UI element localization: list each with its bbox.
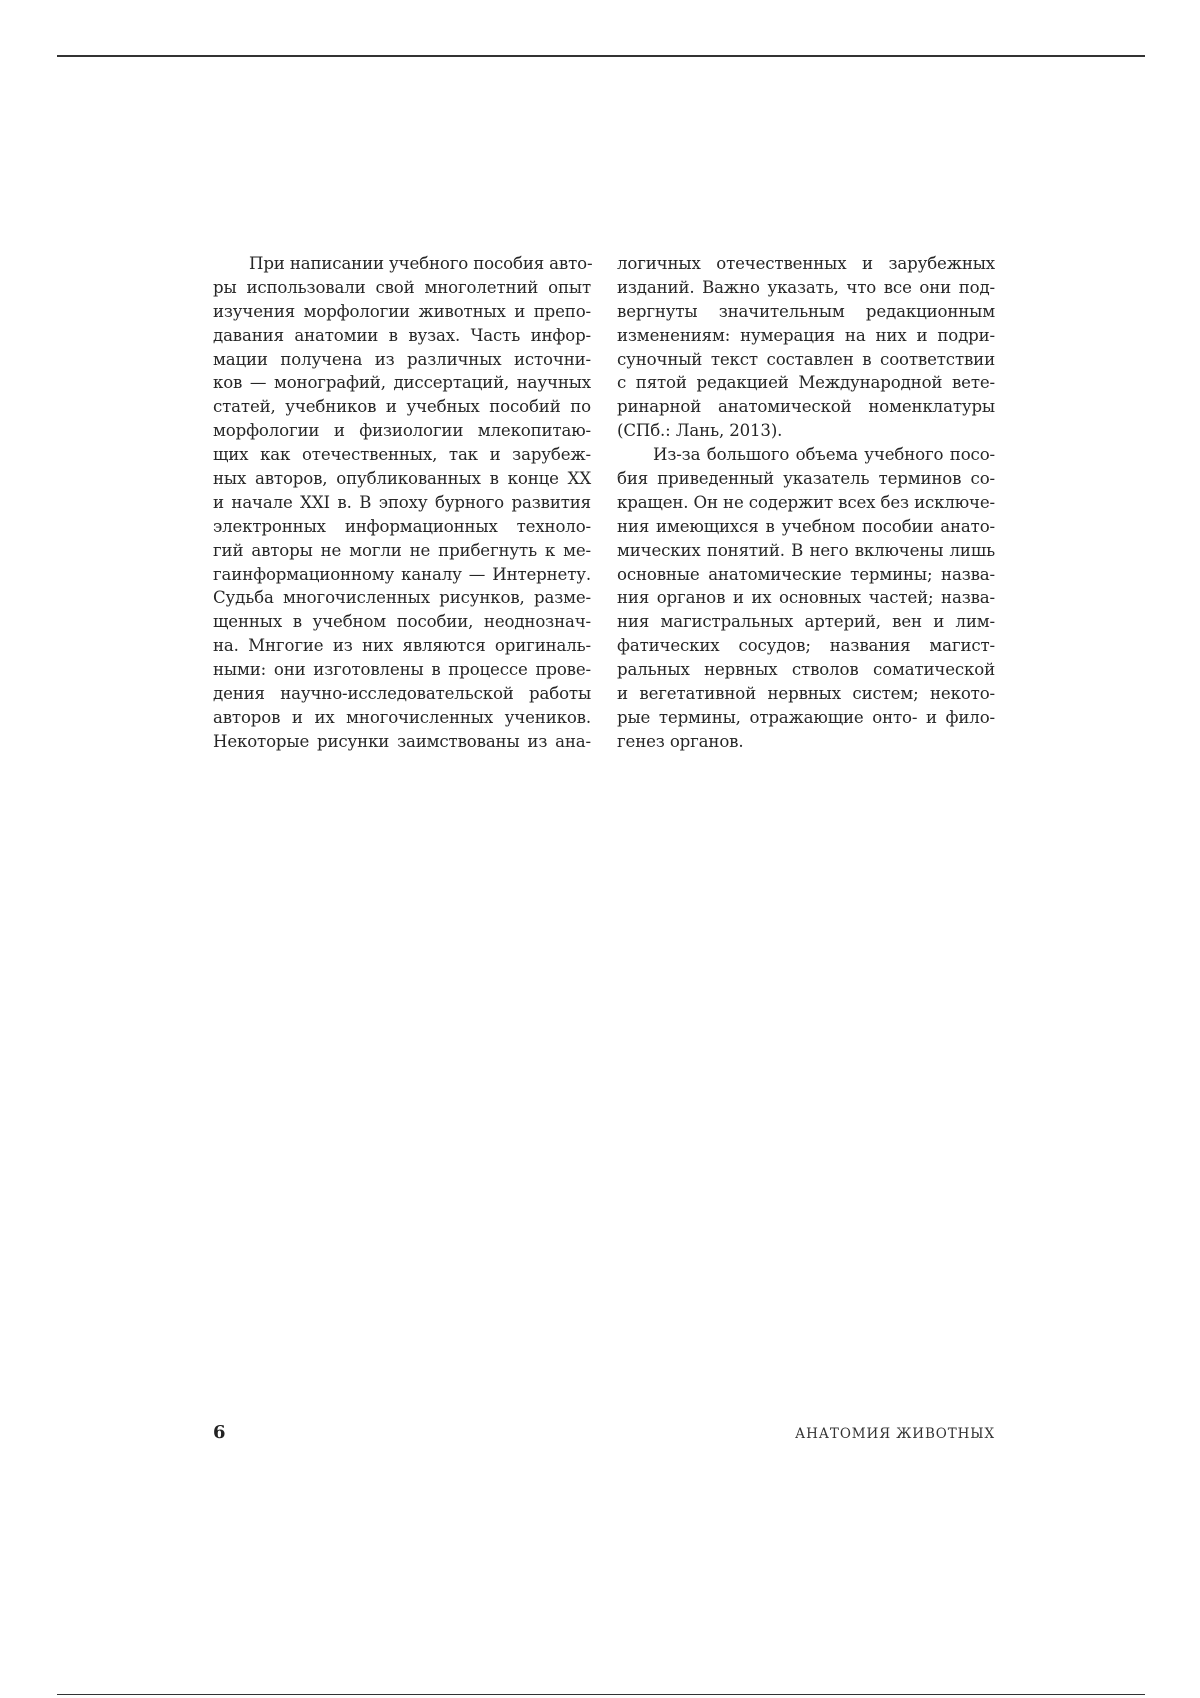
bottom-rule xyxy=(57,1694,1145,1695)
text-line: суночный текст составлен в соответствии xyxy=(617,349,995,369)
text-line: (СПб.: Лань, 2013). xyxy=(617,421,783,441)
text-line: ния имеющихся в учебном пособии анато- xyxy=(617,516,995,536)
text-line: Некоторые рисунки заимствованы из ана- xyxy=(213,731,591,751)
text-line: щих как отечественных, так и зарубеж- xyxy=(213,445,591,465)
text-line: При написании учебного пособия авто- xyxy=(249,254,593,273)
text-line: изучения морфологии животных и препо- xyxy=(213,301,591,321)
text-line: фатических сосудов; названия магист- xyxy=(617,636,995,656)
text-line: мических понятий. В него включены лишь xyxy=(617,540,995,560)
text-line: основные анатомические термины; назва- xyxy=(617,564,995,584)
text-line: щенных в учебном пособии, неоднознач- xyxy=(213,612,591,632)
text-line: с пятой редакцией Международной вете- xyxy=(617,373,995,393)
text-line: ных авторов, опубликованных в конце XX xyxy=(213,469,591,489)
text-line: давания анатомии в вузах. Часть инфор- xyxy=(213,325,591,345)
text-line: морфологии и физиологии млекопитаю- xyxy=(213,421,591,441)
page-footer xyxy=(213,1422,995,1452)
text-line: ральных нервных стволов соматической xyxy=(617,660,995,680)
text-line: и начале XXI в. В эпоху бурного развития xyxy=(213,492,591,512)
text-line: и вегетативной нервных систем; некото- xyxy=(617,684,995,704)
text-line: электронных информационных техноло- xyxy=(213,516,591,536)
text-line: вергнуты значительным редакционным xyxy=(617,301,995,321)
page-number: 6 xyxy=(213,1422,226,1443)
text-line: изменениям: нумерация на них и подри- xyxy=(617,325,995,345)
text-line: изданий. Важно указать, что все они под- xyxy=(617,277,995,297)
text-line: ры использовали свой многолетний опыт xyxy=(213,277,591,297)
text-column-right xyxy=(617,252,995,754)
text-line: статей, учебников и учебных пособий по xyxy=(213,397,591,417)
top-rule xyxy=(57,55,1145,57)
text-line: бия приведенный указатель терминов со- xyxy=(617,469,995,489)
text-line: ния магистральных артерий, вен и лим- xyxy=(617,612,995,632)
text-line: Из-за большого объема учебного посо- xyxy=(653,445,995,465)
text-line: логичных отечественных и зарубежных xyxy=(617,254,995,273)
text-column-left xyxy=(213,252,591,754)
text-line: ными: они изготовлены в процессе прове- xyxy=(213,660,591,680)
text-line: ния органов и их основных частей; назва- xyxy=(617,588,995,608)
text-line: генез органов. xyxy=(617,731,744,751)
text-line: на. Мнгогие из них являются оригиналь- xyxy=(213,636,591,656)
text-line: ков — монографий, диссертаций, научных xyxy=(213,373,591,393)
text-line: авторов и их многочисленных учеников. xyxy=(213,707,591,727)
text-line: гаинформационному каналу — Интернету. xyxy=(213,564,591,584)
text-line: мации получена из различных источни- xyxy=(213,349,591,369)
text-line: дения научно-исследовательской работы xyxy=(213,684,591,704)
running-title: АНАТОМИЯ ЖИВОТНЫХ xyxy=(795,1426,995,1442)
text-line: гий авторы не могли не прибегнуть к ме- xyxy=(213,540,591,560)
text-line: рые термины, отражающие онто- и фило- xyxy=(617,707,995,727)
text-line: ринарной анатомической номенклатуры xyxy=(617,397,995,417)
text-line: кращен. Он не содержит всех без исключе- xyxy=(617,492,995,512)
text-line: Судьба многочисленных рисунков, разме- xyxy=(213,588,591,608)
